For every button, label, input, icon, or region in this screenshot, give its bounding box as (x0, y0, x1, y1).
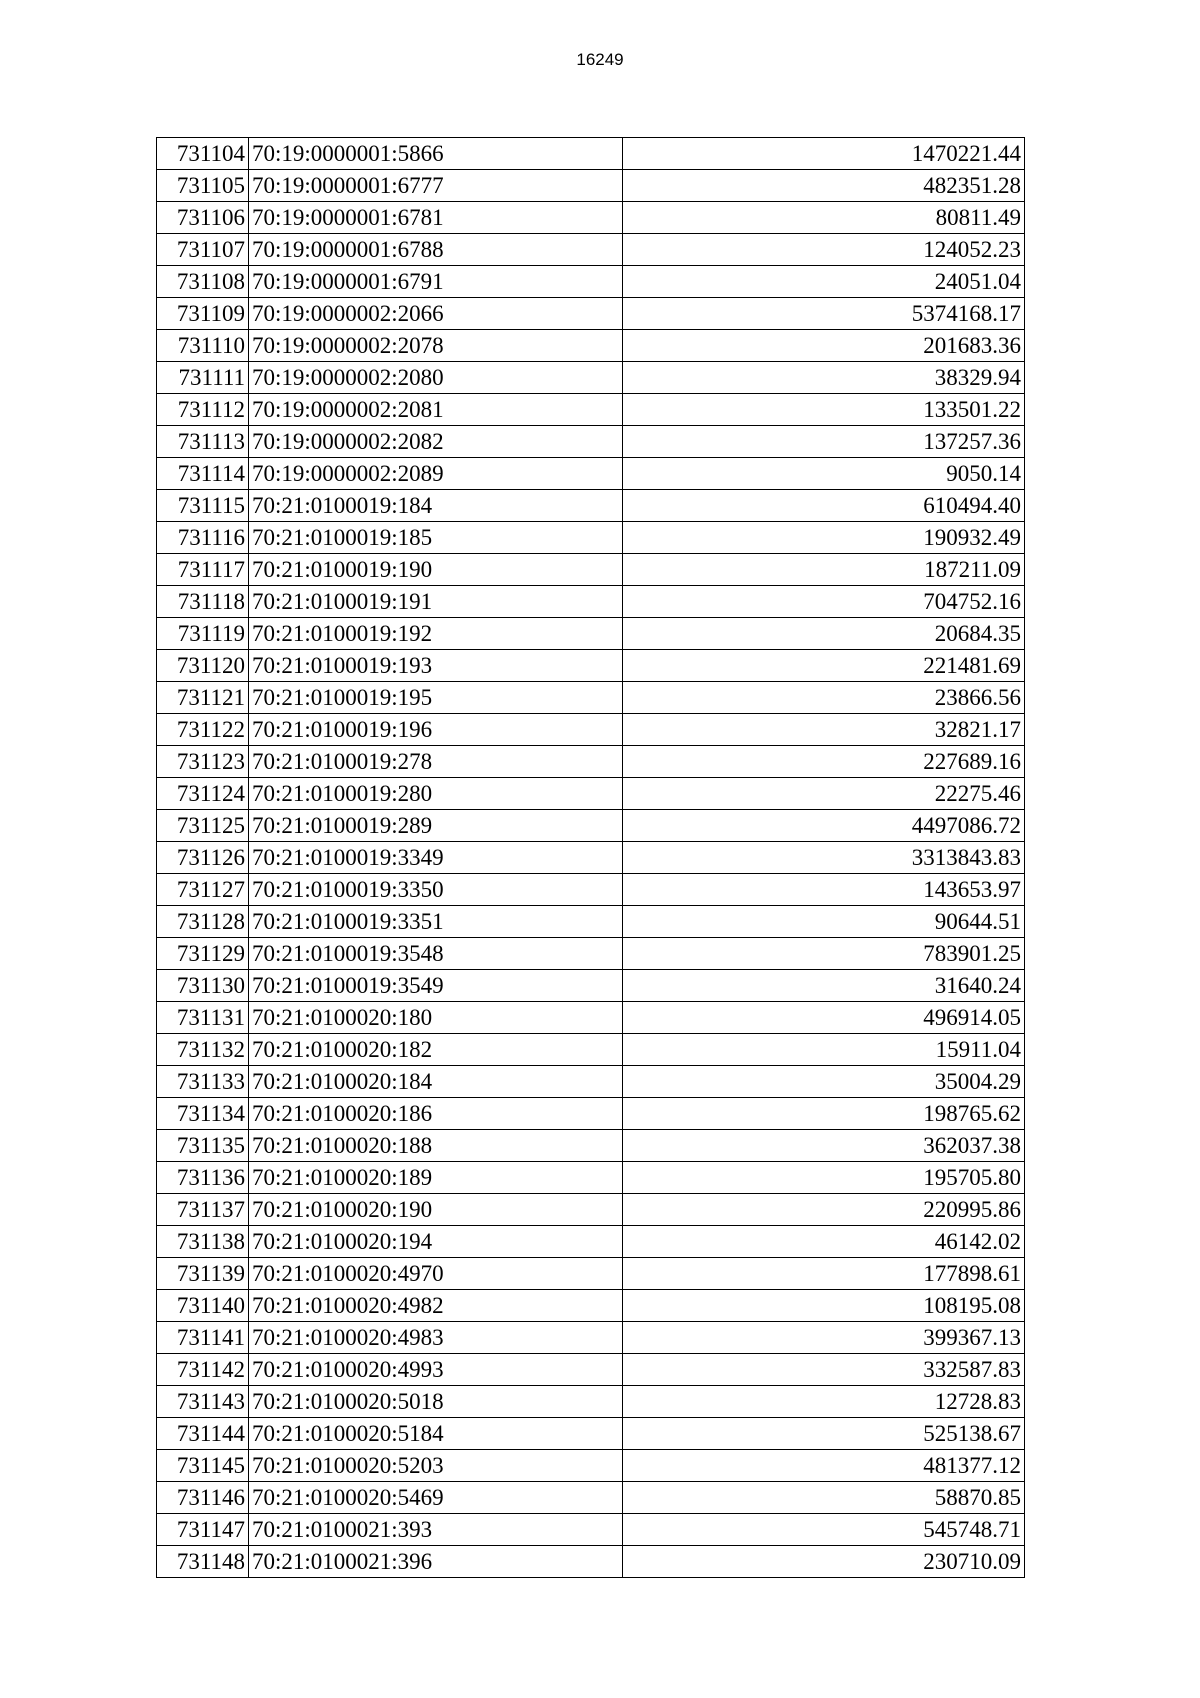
cadastral-number-cell: 70:21:0100020:4983 (249, 1322, 623, 1354)
page-number: 16249 (576, 50, 624, 69)
table-row (157, 1258, 1025, 1290)
cadastral-number-cell: 70:19:0000001:5866 (249, 138, 623, 170)
row-id-cell: 731121 (157, 682, 249, 714)
cadastral-number-cell: 70:19:0000002:2081 (249, 394, 623, 426)
table-row (157, 1162, 1025, 1194)
value-cell: 190932.49 (623, 522, 1025, 554)
cadastral-number-cell: 70:21:0100019:280 (249, 778, 623, 810)
cadastral-number-cell: 70:21:0100020:5469 (249, 1482, 623, 1514)
table-row (157, 810, 1025, 842)
value-cell: 610494.40 (623, 490, 1025, 522)
row-id-cell: 731138 (157, 1226, 249, 1258)
row-id-cell: 731122 (157, 714, 249, 746)
row-id-cell: 731148 (157, 1546, 249, 1578)
table-row (157, 170, 1025, 202)
table-row (157, 1514, 1025, 1546)
table-row (157, 1290, 1025, 1322)
value-cell: 23866.56 (623, 682, 1025, 714)
value-cell: 124052.23 (623, 234, 1025, 266)
table-row (157, 330, 1025, 362)
row-id-cell: 731130 (157, 970, 249, 1002)
value-cell: 143653.97 (623, 874, 1025, 906)
cadastral-number-cell: 70:21:0100019:3549 (249, 970, 623, 1002)
table-row (157, 1226, 1025, 1258)
cadastral-number-cell: 70:21:0100019:3351 (249, 906, 623, 938)
cadastral-number-cell: 70:19:0000001:6781 (249, 202, 623, 234)
row-id-cell: 731135 (157, 1130, 249, 1162)
cadastral-number-cell: 70:21:0100019:3349 (249, 842, 623, 874)
row-id-cell: 731139 (157, 1258, 249, 1290)
value-cell: 332587.83 (623, 1354, 1025, 1386)
cadastral-number-cell: 70:21:0100020:188 (249, 1130, 623, 1162)
value-cell: 20684.35 (623, 618, 1025, 650)
value-cell: 12728.83 (623, 1386, 1025, 1418)
row-id-cell: 731123 (157, 746, 249, 778)
row-id-cell: 731141 (157, 1322, 249, 1354)
table-row (157, 362, 1025, 394)
cadastral-number-cell: 70:21:0100020:189 (249, 1162, 623, 1194)
table-body (157, 138, 1025, 1578)
value-cell: 137257.36 (623, 426, 1025, 458)
row-id-cell: 731105 (157, 170, 249, 202)
row-id-cell: 731113 (157, 426, 249, 458)
value-cell: 15911.04 (623, 1034, 1025, 1066)
table-row (157, 618, 1025, 650)
value-cell: 220995.86 (623, 1194, 1025, 1226)
row-id-cell: 731119 (157, 618, 249, 650)
cadastral-number-cell: 70:19:0000001:6788 (249, 234, 623, 266)
table-row (157, 1386, 1025, 1418)
row-id-cell: 731110 (157, 330, 249, 362)
row-id-cell: 731143 (157, 1386, 249, 1418)
row-id-cell: 731125 (157, 810, 249, 842)
value-cell: 230710.09 (623, 1546, 1025, 1578)
table-row (157, 554, 1025, 586)
value-cell: 31640.24 (623, 970, 1025, 1002)
row-id-cell: 731124 (157, 778, 249, 810)
table-row (157, 1098, 1025, 1130)
row-id-cell: 731112 (157, 394, 249, 426)
table-row (157, 650, 1025, 682)
cadastral-number-cell: 70:21:0100021:393 (249, 1514, 623, 1546)
row-id-cell: 731136 (157, 1162, 249, 1194)
table-row (157, 522, 1025, 554)
row-id-cell: 731115 (157, 490, 249, 522)
table-row (157, 682, 1025, 714)
cadastral-number-cell: 70:21:0100019:195 (249, 682, 623, 714)
cadastral-number-cell: 70:21:0100020:4993 (249, 1354, 623, 1386)
cadastral-number-cell: 70:21:0100020:5203 (249, 1450, 623, 1482)
value-cell: 22275.46 (623, 778, 1025, 810)
value-cell: 1470221.44 (623, 138, 1025, 170)
value-cell: 221481.69 (623, 650, 1025, 682)
row-id-cell: 731106 (157, 202, 249, 234)
table-row (157, 234, 1025, 266)
cadastral-number-cell: 70:21:0100019:289 (249, 810, 623, 842)
table-row (157, 714, 1025, 746)
value-cell: 362037.38 (623, 1130, 1025, 1162)
value-cell: 58870.85 (623, 1482, 1025, 1514)
cadastral-number-cell: 70:19:0000001:6777 (249, 170, 623, 202)
value-cell: 32821.17 (623, 714, 1025, 746)
cadastral-number-cell: 70:21:0100019:193 (249, 650, 623, 682)
value-cell: 108195.08 (623, 1290, 1025, 1322)
table-row (157, 778, 1025, 810)
value-cell: 3313843.83 (623, 842, 1025, 874)
row-id-cell: 731108 (157, 266, 249, 298)
table-row (157, 586, 1025, 618)
cadastral-number-cell: 70:21:0100020:180 (249, 1002, 623, 1034)
row-id-cell: 731111 (157, 362, 249, 394)
table-row (157, 138, 1025, 170)
row-id-cell: 731142 (157, 1354, 249, 1386)
table-row (157, 906, 1025, 938)
row-id-cell: 731147 (157, 1514, 249, 1546)
value-cell: 482351.28 (623, 170, 1025, 202)
value-cell: 198765.62 (623, 1098, 1025, 1130)
value-cell: 704752.16 (623, 586, 1025, 618)
row-id-cell: 731114 (157, 458, 249, 490)
row-id-cell: 731145 (157, 1450, 249, 1482)
table-row (157, 1066, 1025, 1098)
row-id-cell: 731107 (157, 234, 249, 266)
value-cell: 195705.80 (623, 1162, 1025, 1194)
value-cell: 496914.05 (623, 1002, 1025, 1034)
cadastral-number-cell: 70:21:0100019:3350 (249, 874, 623, 906)
value-cell: 46142.02 (623, 1226, 1025, 1258)
cadastral-number-cell: 70:19:0000002:2080 (249, 362, 623, 394)
value-cell: 133501.22 (623, 394, 1025, 426)
cadastral-number-cell: 70:21:0100020:4982 (249, 1290, 623, 1322)
cadastral-number-cell: 70:21:0100019:278 (249, 746, 623, 778)
value-cell: 227689.16 (623, 746, 1025, 778)
cadastral-number-cell: 70:21:0100020:182 (249, 1034, 623, 1066)
table-row (157, 298, 1025, 330)
value-cell: 9050.14 (623, 458, 1025, 490)
value-cell: 35004.29 (623, 1066, 1025, 1098)
row-id-cell: 731133 (157, 1066, 249, 1098)
cadastral-number-cell: 70:19:0000002:2066 (249, 298, 623, 330)
cadastral-number-cell: 70:21:0100020:190 (249, 1194, 623, 1226)
cadastral-number-cell: 70:21:0100021:396 (249, 1546, 623, 1578)
cadastral-value-table (156, 137, 1025, 1578)
value-cell: 399367.13 (623, 1322, 1025, 1354)
row-id-cell: 731127 (157, 874, 249, 906)
value-cell: 783901.25 (623, 938, 1025, 970)
row-id-cell: 731140 (157, 1290, 249, 1322)
table-row (157, 1354, 1025, 1386)
cadastral-number-cell: 70:21:0100020:5018 (249, 1386, 623, 1418)
row-id-cell: 731131 (157, 1002, 249, 1034)
cadastral-number-cell: 70:21:0100019:190 (249, 554, 623, 586)
cadastral-number-cell: 70:21:0100020:186 (249, 1098, 623, 1130)
table-row (157, 394, 1025, 426)
value-cell: 525138.67 (623, 1418, 1025, 1450)
cadastral-number-cell: 70:21:0100019:192 (249, 618, 623, 650)
table-row (157, 746, 1025, 778)
row-id-cell: 731109 (157, 298, 249, 330)
table-row (157, 458, 1025, 490)
cadastral-number-cell: 70:21:0100019:184 (249, 490, 623, 522)
cadastral-number-cell: 70:19:0000002:2078 (249, 330, 623, 362)
cadastral-number-cell: 70:21:0100020:194 (249, 1226, 623, 1258)
cadastral-number-cell: 70:19:0000001:6791 (249, 266, 623, 298)
table-row (157, 1194, 1025, 1226)
cadastral-number-cell: 70:21:0100020:5184 (249, 1418, 623, 1450)
value-cell: 4497086.72 (623, 810, 1025, 842)
table-row (157, 1034, 1025, 1066)
row-id-cell: 731126 (157, 842, 249, 874)
value-cell: 545748.71 (623, 1514, 1025, 1546)
cadastral-number-cell: 70:21:0100019:191 (249, 586, 623, 618)
cadastral-number-cell: 70:21:0100019:3548 (249, 938, 623, 970)
cadastral-number-cell: 70:21:0100019:185 (249, 522, 623, 554)
value-cell: 177898.61 (623, 1258, 1025, 1290)
row-id-cell: 731129 (157, 938, 249, 970)
table-row (157, 1482, 1025, 1514)
cadastral-number-cell: 70:19:0000002:2082 (249, 426, 623, 458)
table-row (157, 1418, 1025, 1450)
table-row (157, 1322, 1025, 1354)
value-cell: 24051.04 (623, 266, 1025, 298)
table-row (157, 202, 1025, 234)
row-id-cell: 731132 (157, 1034, 249, 1066)
row-id-cell: 731120 (157, 650, 249, 682)
row-id-cell: 731116 (157, 522, 249, 554)
table-row (157, 874, 1025, 906)
value-cell: 90644.51 (623, 906, 1025, 938)
value-cell: 5374168.17 (623, 298, 1025, 330)
value-cell: 201683.36 (623, 330, 1025, 362)
row-id-cell: 731104 (157, 138, 249, 170)
cadastral-number-cell: 70:21:0100020:184 (249, 1066, 623, 1098)
value-cell: 481377.12 (623, 1450, 1025, 1482)
table-row (157, 490, 1025, 522)
row-id-cell: 731134 (157, 1098, 249, 1130)
table-row (157, 266, 1025, 298)
row-id-cell: 731144 (157, 1418, 249, 1450)
row-id-cell: 731128 (157, 906, 249, 938)
value-cell: 80811.49 (623, 202, 1025, 234)
cadastral-number-cell: 70:19:0000002:2089 (249, 458, 623, 490)
row-id-cell: 731137 (157, 1194, 249, 1226)
table-row (157, 938, 1025, 970)
table-row (157, 1130, 1025, 1162)
row-id-cell: 731118 (157, 586, 249, 618)
table-row (157, 1002, 1025, 1034)
cadastral-number-cell: 70:21:0100020:4970 (249, 1258, 623, 1290)
row-id-cell: 731146 (157, 1482, 249, 1514)
row-id-cell: 731117 (157, 554, 249, 586)
table-row (157, 1546, 1025, 1578)
table-row (157, 426, 1025, 458)
table-row (157, 842, 1025, 874)
cadastral-number-cell: 70:21:0100019:196 (249, 714, 623, 746)
value-cell: 187211.09 (623, 554, 1025, 586)
value-cell: 38329.94 (623, 362, 1025, 394)
table-row (157, 970, 1025, 1002)
table-row (157, 1450, 1025, 1482)
